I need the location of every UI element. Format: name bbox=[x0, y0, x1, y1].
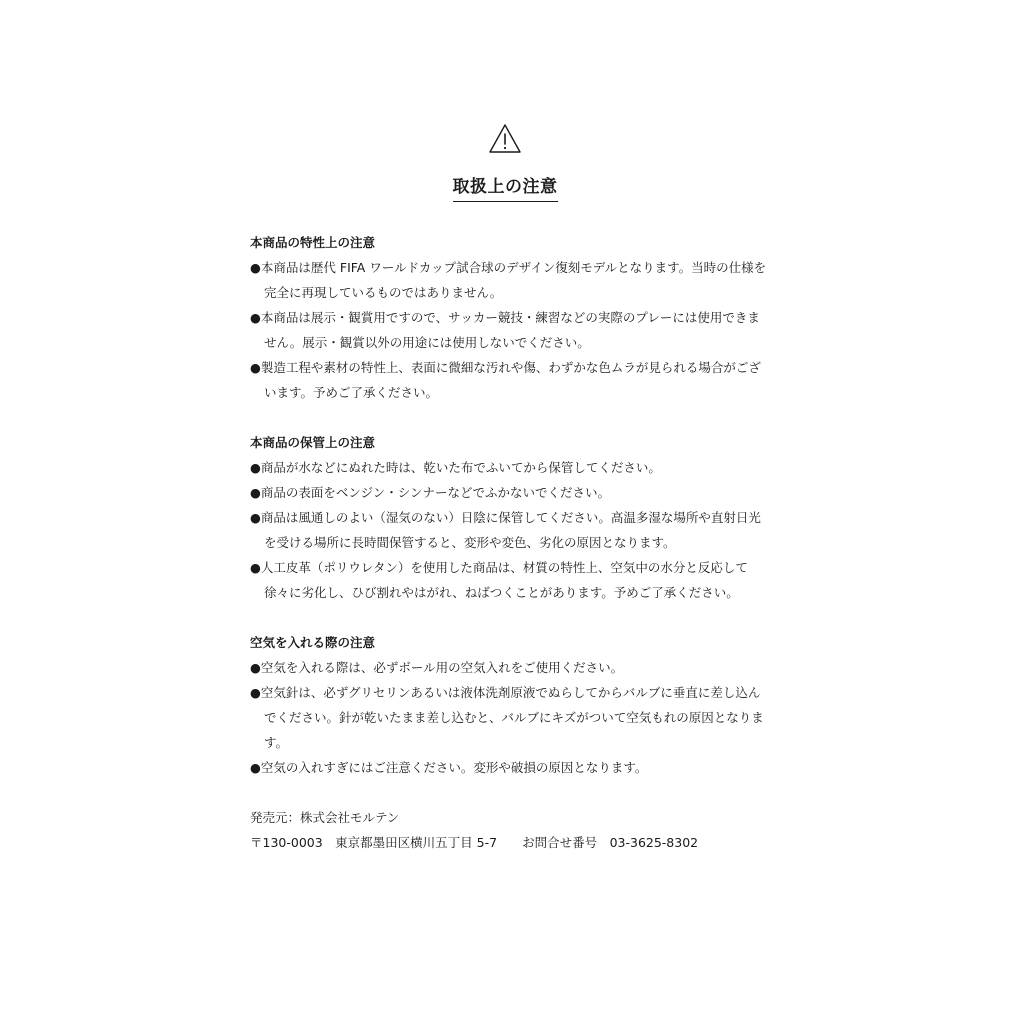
list-item: ●人工皮革（ポリウレタン）を使用した商品は、材質の特性上、空気中の水分と反応して徐々に劣化し、ひび割れやはがれ、ねばつくことがあります。予めご了承ください。 bbox=[250, 560, 748, 600]
list-item: ●本商品は展示・観賞用ですので、サッカー競技・練習などの実際のプレーには使用できません。展示・観賞以外の用途には使用しないでください。 bbox=[250, 310, 760, 350]
section-inflation bbox=[250, 630, 770, 780]
list-item: ●商品は風通しのよい（湿気のない）日陰に保管してください。高温多湿な場所や直射日光を受ける場所に長時間保管すると、変形や変色、劣化の原因となります。 bbox=[250, 510, 761, 550]
list-item: ●空気針は、必ずグリセリンあるいは液体洗剤原液でぬらしてからバルブに垂直に差し込んでください。針が乾いたまま差し込むと、バルブにキズがついて空気もれの原因となります。 bbox=[250, 685, 764, 750]
section-heading: 本商品の保管上の注意 bbox=[250, 435, 376, 450]
page-title-text: 取扱上の注意 bbox=[453, 172, 558, 202]
page-title bbox=[0, 172, 1010, 202]
section-product-characteristics bbox=[250, 230, 770, 405]
list-item: ●空気の入れすぎにはご注意ください。変形や破損の原因となります。 bbox=[250, 760, 648, 775]
notice-content bbox=[250, 230, 770, 855]
warning-icon bbox=[488, 123, 522, 155]
section-heading: 空気を入れる際の注意 bbox=[250, 635, 376, 650]
publisher-info bbox=[250, 805, 770, 855]
list-item: ●商品が水などにぬれた時は、乾いた布でふいてから保管してください。 bbox=[250, 460, 661, 475]
list-item: ●商品の表面をベンジン・シンナーなどでふかないでください。 bbox=[250, 485, 610, 500]
publisher-address: 〒130-0003 東京都墨田区横川五丁目 5-7 お問合せ番号 03-3625-8302 bbox=[250, 835, 699, 850]
section-heading: 本商品の特性上の注意 bbox=[250, 235, 376, 250]
list-item: ●製造工程や素材の特性上、表面に微細な汚れや傷、わずかな色ムラが見られる場合がございます。予めご了承ください。 bbox=[250, 360, 761, 400]
list-item: ●本商品は歴代 FIFA ワールドカップ試合球のデザイン復刻モデルとなります。当時の仕様を完全に再現しているものではありません。 bbox=[250, 260, 767, 300]
section-storage bbox=[250, 430, 770, 605]
list-item: ●空気を入れる際は、必ずボール用の空気入れをご使用ください。 bbox=[250, 660, 624, 675]
publisher-name: 発売元：株式会社モルテン bbox=[250, 810, 400, 825]
